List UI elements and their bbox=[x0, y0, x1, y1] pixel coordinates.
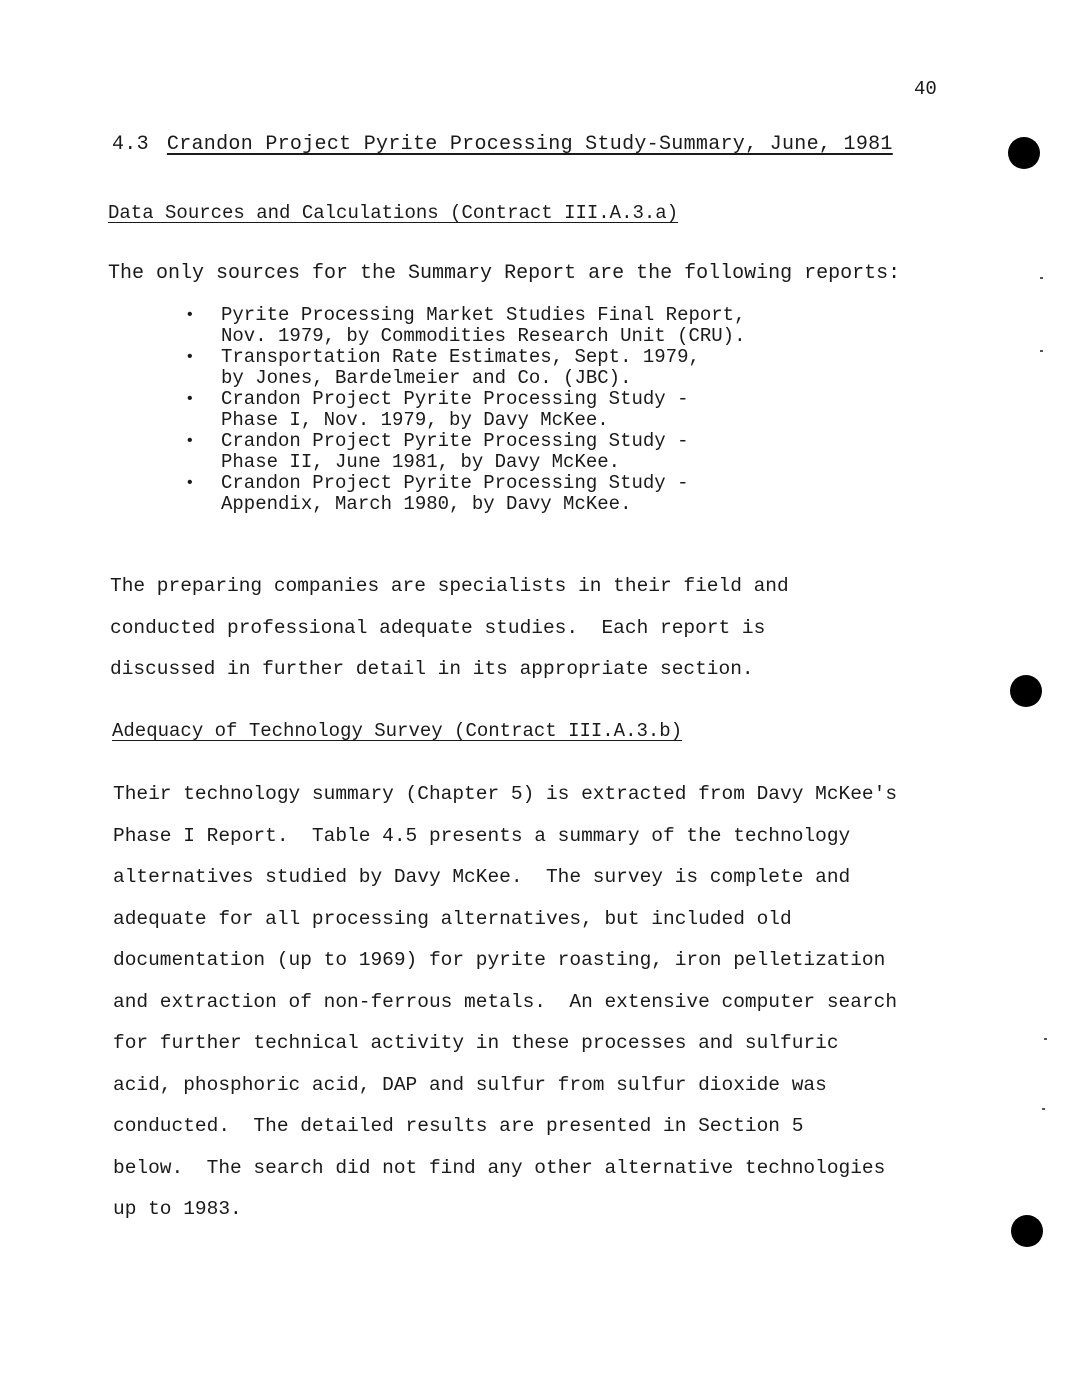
bullet-icon: • bbox=[185, 306, 195, 324]
section-title: Crandon Project Pyrite Processing Study-Summary, June, 1981 bbox=[166, 133, 893, 156]
text-line: The preparing companies are specialists in their field and bbox=[110, 575, 789, 597]
paragraph-preparing-companies bbox=[110, 566, 789, 691]
section-number: 4.3 bbox=[112, 133, 149, 156]
text-line: acid, phosphoric acid, DAP and sulfur from sulfur dioxide was bbox=[113, 1073, 827, 1096]
section-heading bbox=[112, 133, 893, 156]
paragraph-technology-summary bbox=[113, 774, 897, 1231]
text-line: adequate for all processing alternatives, but included old bbox=[113, 907, 792, 930]
binder-hole-icon bbox=[1011, 1215, 1043, 1247]
scan-speck bbox=[1040, 350, 1043, 352]
bullet-icon: • bbox=[185, 432, 195, 450]
text-line: conducted professional adequate studies. Each report is bbox=[110, 616, 766, 639]
scan-speck bbox=[1044, 1038, 1047, 1040]
bullet-icon: • bbox=[185, 390, 195, 408]
list-item: • Crandon Project Pyrite Processing Study - Phase I, Nov. 1979, by Davy McKee. bbox=[185, 388, 689, 431]
text-line: documentation (up to 1969) for pyrite roasting, iron pelletization bbox=[113, 949, 886, 971]
text-line: for further technical activity in these processes and sulfuric bbox=[113, 1032, 839, 1054]
text-line: up to 1983. bbox=[113, 1198, 242, 1220]
binder-hole-icon bbox=[1008, 137, 1040, 169]
bullet-icon: • bbox=[185, 348, 195, 366]
list-item: • Crandon Project Pyrite Processing Study - Phase II, June 1981, by Davy McKee. bbox=[185, 430, 689, 473]
text-line: Phase I Report. Table 4.5 presents a summary of the technology bbox=[113, 824, 851, 847]
scan-speck bbox=[1040, 277, 1043, 279]
list-item: • Transportation Rate Estimates, Sept. 1979, by Jones, Bardelmeier and Co. (JBC). bbox=[185, 346, 700, 389]
text-line: Their technology summary (Chapter 5) is extracted from Davy McKee's bbox=[113, 783, 898, 805]
subheading-technology-survey: Adequacy of Technology Survey (Contract III.A.3.b) bbox=[112, 720, 683, 742]
subheading-data-sources: Data Sources and Calculations (Contract III.A.3.a) bbox=[108, 202, 679, 224]
binder-hole-icon bbox=[1010, 675, 1042, 707]
text-line: conducted. The detailed results are presented in Section 5 bbox=[113, 1115, 804, 1137]
list-item: • Crandon Project Pyrite Processing Study - Appendix, March 1980, by Davy McKee. bbox=[185, 472, 689, 515]
scan-speck bbox=[1042, 1108, 1045, 1110]
list-item: • Pyrite Processing Market Studies Final Report, Nov. 1979, by Commodities Research Unit (CRU). bbox=[185, 304, 746, 347]
intro-text: The only sources for the Summary Report are the following reports: bbox=[108, 262, 901, 285]
text-line: and extraction of non-ferrous metals. An extensive computer search bbox=[113, 990, 898, 1013]
text-line: below. The search did not find any other alternative technologies bbox=[113, 1156, 886, 1179]
reference-list bbox=[185, 305, 746, 515]
text-line: discussed in further detail in its appropriate section. bbox=[110, 658, 754, 680]
text-line: alternatives studied by Davy McKee. The survey is complete and bbox=[113, 866, 851, 888]
page-number: 40 bbox=[914, 78, 937, 100]
bullet-icon: • bbox=[185, 474, 195, 492]
